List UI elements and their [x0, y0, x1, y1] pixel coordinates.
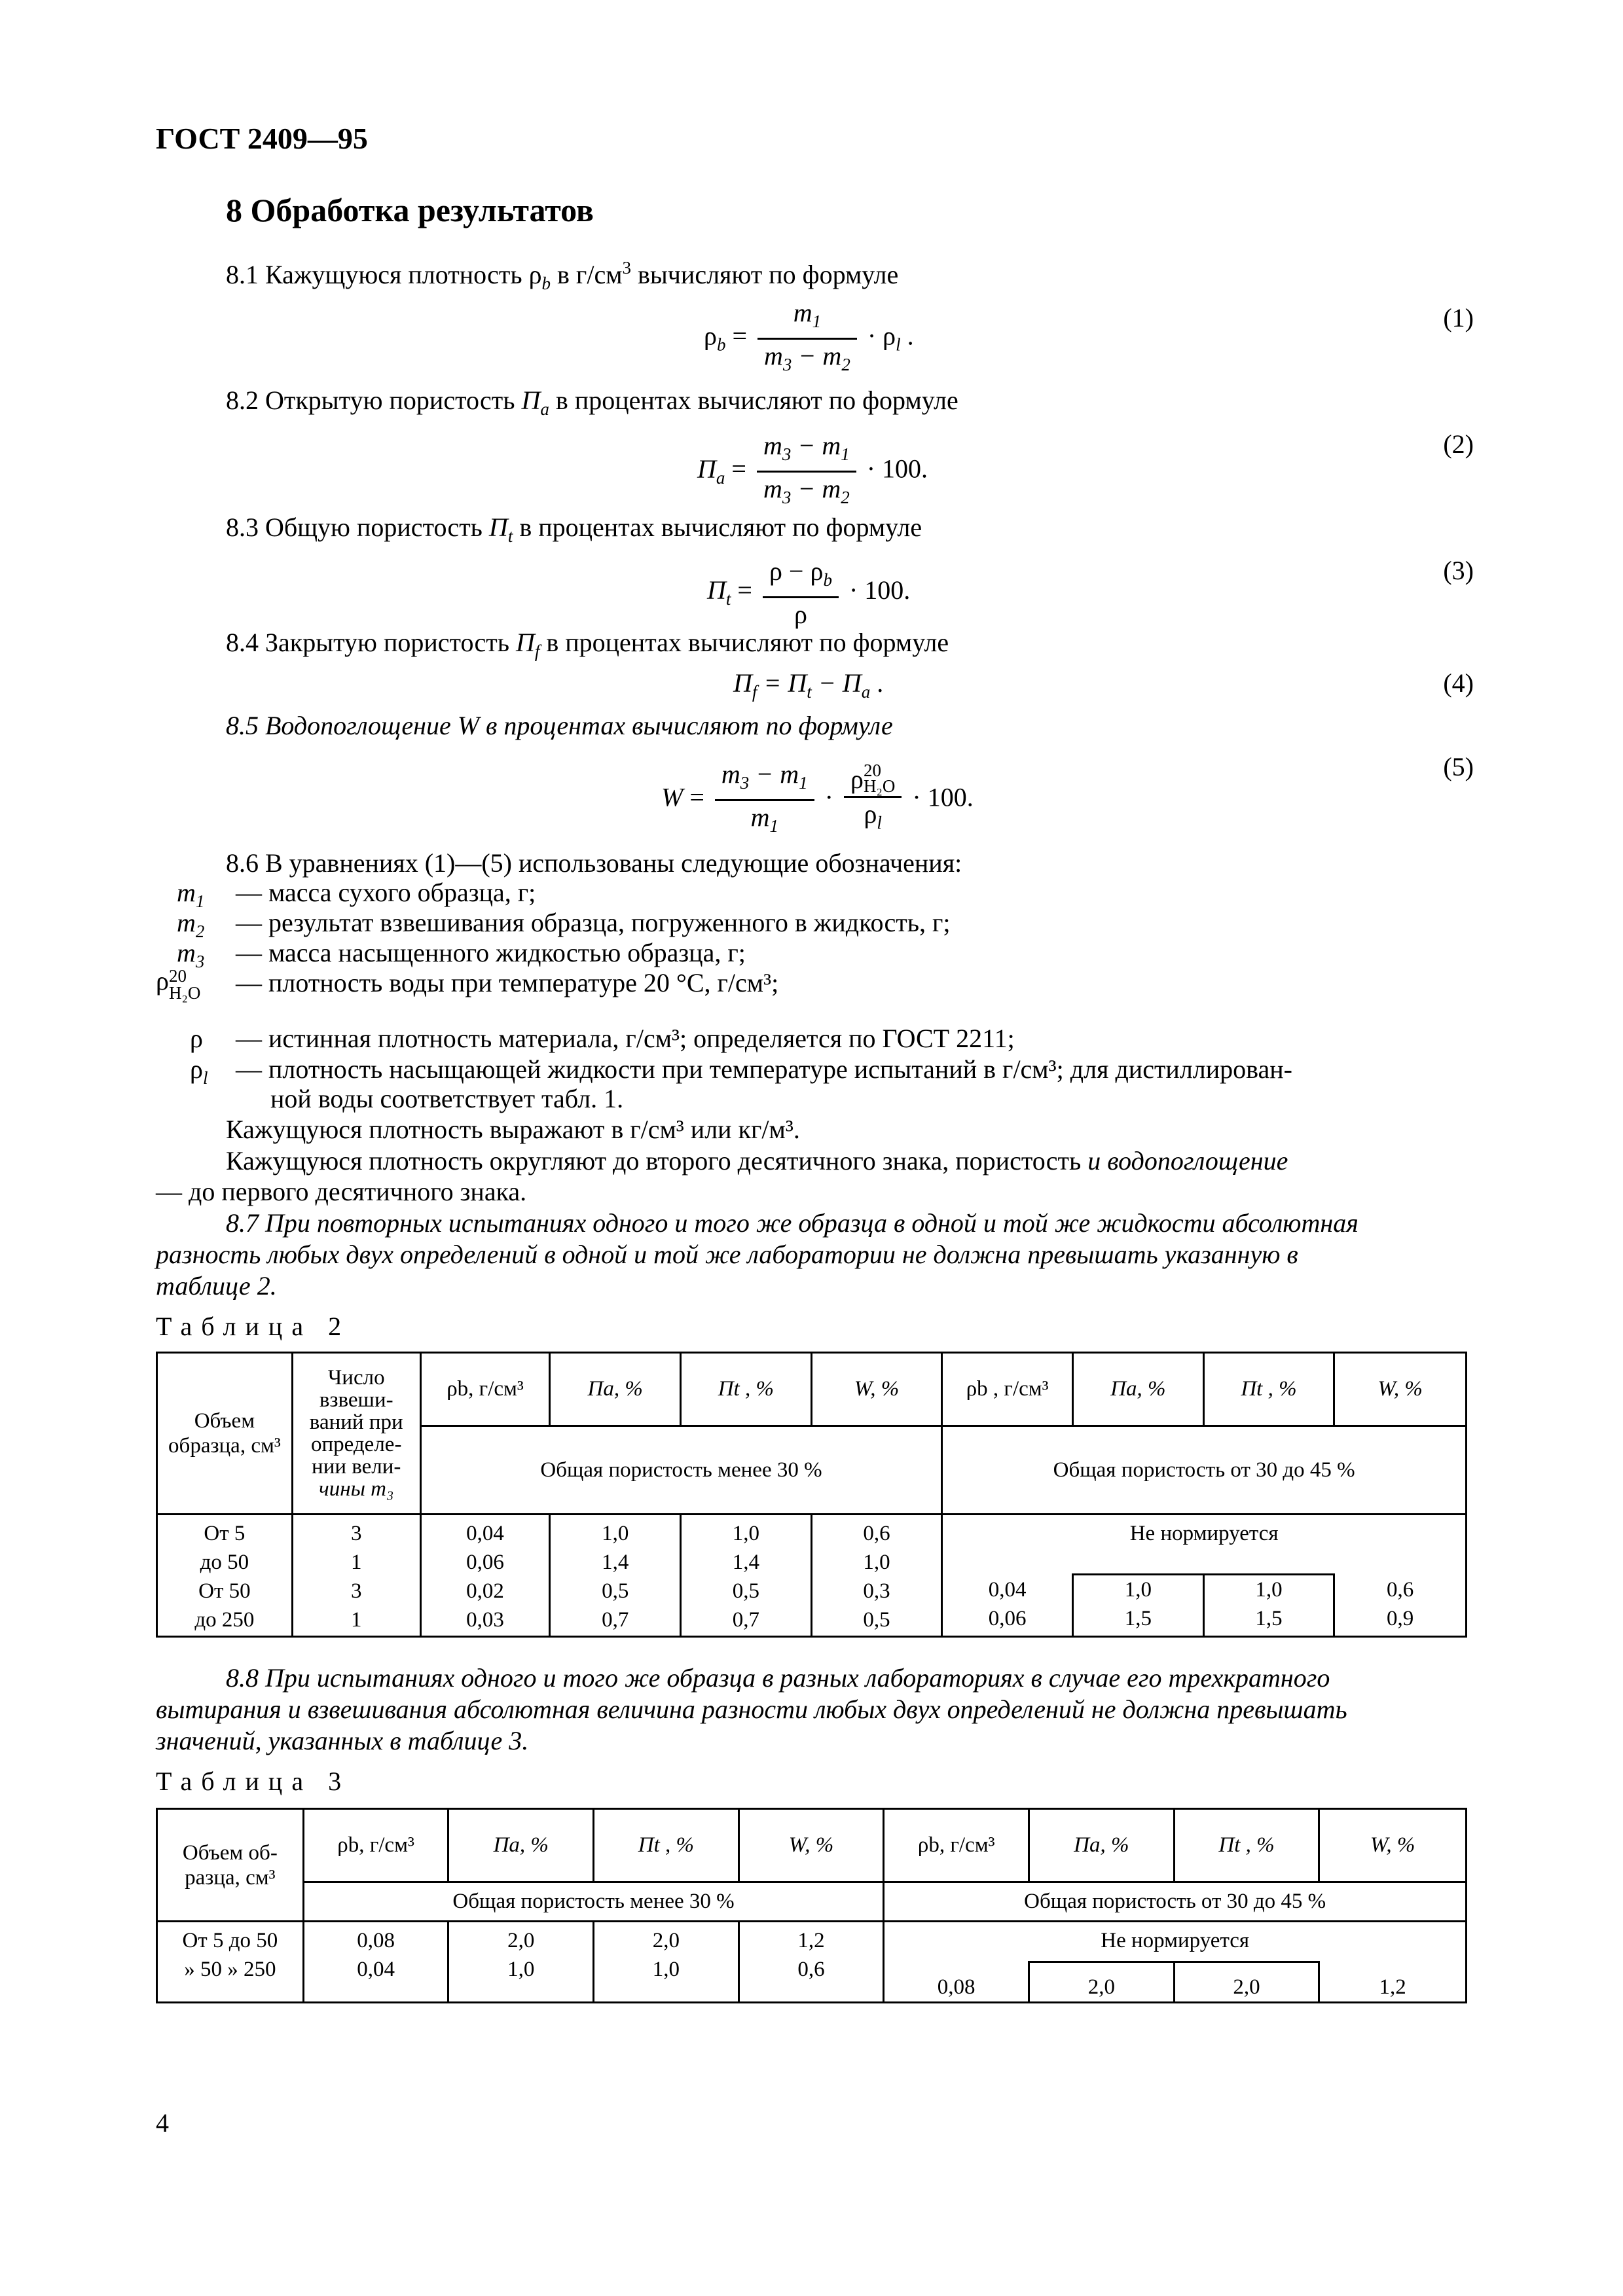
- legend-text-m1: — масса сухого образца, г;: [236, 878, 536, 907]
- t3-g2-pa: 2,0: [1029, 1962, 1175, 2003]
- g2-w-cell: 0,6 0,9: [1334, 1575, 1467, 1637]
- legend-text-rho-l-cont: ной воды соответствует табл. 1.: [270, 1084, 624, 1113]
- paragraph-8-6: 8.6 В уравнениях (1)—(5) использованы следующие обозначения:: [226, 848, 962, 878]
- legend-symbol-rho-water: ρ 20 H₂O: [156, 966, 201, 1003]
- header-rho-2: ρb , г/см³: [942, 1353, 1073, 1426]
- header-pa: Пa, %: [550, 1353, 681, 1426]
- paragraph-8-8-line2: вытирания и взвешивания абсолютная величина разности любых двух определений не должна превышать: [156, 1695, 1347, 1724]
- header-count: Число взвеши- ваний при определе- нии вели- чины m₃: [292, 1353, 420, 1515]
- equation-number-5: (5): [1443, 752, 1474, 781]
- header-pt-2: Пt , %: [1203, 1353, 1334, 1426]
- g2-rho-cell: 0,04 0,06: [942, 1575, 1073, 1637]
- formula-3: $П_t$ = $\frac{\rho - \rho_b}{\rho}$ · 100.: [707, 556, 911, 629]
- table-2: [156, 1352, 1467, 1638]
- formula-1: $\rho_b$ = $\frac{m_1}{m_3 - m_2}$ · $\rho_l$ .: [704, 298, 914, 374]
- header-rho: ρb, г/см³: [420, 1353, 550, 1426]
- t3-g2-w: 1,2: [1319, 1962, 1467, 2003]
- legend-text-rho-l: — плотность насыщающей жидкости при температуре испытаний в г/см³; для дистиллирован-: [236, 1054, 1293, 1084]
- legend-symbol-rho: ρ: [190, 1024, 203, 1053]
- t3-volume-cell: От 5 до 50 » 50 » 250: [157, 1922, 304, 2003]
- header-w-2: W, %: [1334, 1353, 1467, 1426]
- rounding-note-cont: — до первого десятичного знака.: [156, 1177, 527, 1206]
- table-2-title: Таблица 2: [156, 1312, 351, 1341]
- header-pa-2: Пa, %: [1072, 1353, 1203, 1426]
- paragraph-8-8-line3: значений, указанных в таблице 3.: [156, 1726, 529, 1755]
- t3-not-normed-label: Не нормируется: [884, 1922, 1467, 1962]
- rounding-note: Кажущуюся плотность округляют до второго десятичного знака, пористость и водопоглощение: [226, 1146, 1288, 1175]
- volume-cell: От 5 до 50 От 50 до 250: [157, 1515, 293, 1637]
- paragraph-8-7-line1: 8.7 При повторных испытаниях одного и того же образца в одной и той же жидкости абсолютная: [226, 1208, 1359, 1238]
- header-volume: Объем образца, см³: [157, 1353, 293, 1515]
- t3-group-30-45: Общая пористость от 30 до 45 %: [884, 1882, 1467, 1922]
- equation-number-4: (4): [1443, 668, 1474, 698]
- t3-header-volume: Объем об- разца, см³: [157, 1809, 304, 1922]
- legend-symbol-m2: $m_2$: [177, 908, 205, 941]
- legend-symbol-m1: $m_1$: [177, 878, 205, 911]
- t3-g2-rho: 0,08: [884, 1962, 1029, 2003]
- t3-header-rho-2: ρb, г/см³: [884, 1809, 1029, 1882]
- count-cell: 3 1 3 1: [292, 1515, 420, 1637]
- equation-number-3: (3): [1443, 556, 1474, 585]
- pa-cell: 1,0 1,4 0,5 0,7: [550, 1515, 681, 1637]
- table-3-title: Таблица 3: [156, 1767, 351, 1796]
- paragraph-8-1: 8.1 Кажущуюся плотность $\rho_b$ в $г/см^3$ вычисляют по формуле: [226, 258, 899, 293]
- page-number: 4: [156, 2108, 169, 2138]
- formula-2: $П_a$ = $\frac{m_3 - m_1}{m_3 - m_2}$ · 100.: [697, 431, 928, 507]
- t3-rho-cell: 0,08 0,04: [303, 1922, 448, 2003]
- group-30-45: Общая пористость от 30 до 45 %: [942, 1426, 1467, 1515]
- paragraph-8-5: 8.5 Водопоглощение W в процентах вычисляют по формуле: [226, 711, 893, 740]
- pt-cell: 1,0 1,4 0,5 0,7: [681, 1515, 812, 1637]
- t3-header-pt-2: Пt , %: [1174, 1809, 1319, 1882]
- document-id: ГОСТ 2409—95: [156, 122, 368, 155]
- paragraph-8-7-line2: разность любых двух определений в одной и той же лаборатории не должна превышать указанную в: [156, 1240, 1298, 1269]
- paragraph-8-4: 8.4 Закрытую пористость $П_f$ в процентах вычисляют по формуле: [226, 628, 949, 661]
- section-title: 8 Обработка результатов: [226, 192, 594, 228]
- equation-number-2: (2): [1443, 429, 1474, 459]
- units-note: Кажущуюся плотность выражают в г/см³ или кг/м³.: [226, 1115, 800, 1144]
- header-w: W, %: [811, 1353, 942, 1426]
- paragraph-8-7-line3: таблице 2.: [156, 1271, 277, 1300]
- legend-text-rho-water: — плотность воды при температуре 20 °С, г/см³;: [236, 968, 779, 997]
- paragraph-8-8-line1: 8.8 При испытаниях одного и того же образца в разных лабораториях в случае его трехкратного: [226, 1663, 1330, 1693]
- legend-symbol-m3: $m_3$: [177, 938, 205, 971]
- legend-symbol-rho-l: $\rho_l$: [190, 1054, 208, 1088]
- formula-5: W = $\frac{m_3 - m_1}{m_1}$ · ρ 20 H₂O $\rho_l$ · 100.: [661, 759, 974, 836]
- g2-pt-cell: 1,0 1,5: [1203, 1575, 1334, 1637]
- w-cell: 0,6 1,0 0,3 0,5: [811, 1515, 942, 1637]
- paragraph-8-2: 8.2 Открытую пористость $П_a$ в процентах вычисляют по формуле: [226, 386, 958, 419]
- t3-header-w: W, %: [739, 1809, 884, 1882]
- equation-number-1: (1): [1443, 303, 1474, 332]
- paragraph-8-3: 8.3 Общую пористость $П_t$ в процентах вычисляют по формуле: [226, 512, 922, 546]
- not-normed-label: Не нормируется: [942, 1515, 1467, 1575]
- t3-header-w-2: W, %: [1319, 1809, 1467, 1882]
- legend-text-m3: — масса насыщенного жидкостью образца, г;: [236, 938, 746, 967]
- t3-w-cell: 1,2 0,6: [739, 1922, 884, 2003]
- g2-pa-cell: 1,0 1,5: [1072, 1575, 1203, 1637]
- t3-g2-pt: 2,0: [1174, 1962, 1319, 2003]
- t3-pa-cell: 2,0 1,0: [448, 1922, 594, 2003]
- t3-group-under-30: Общая пористость менее 30 %: [303, 1882, 884, 1922]
- t3-header-pa: Пa, %: [448, 1809, 594, 1882]
- table-3: [156, 1808, 1467, 2003]
- formula-4: $П_f = П_t - П_a$ .: [733, 668, 884, 702]
- rho-cell: 0,04 0,06 0,02 0,03: [420, 1515, 550, 1637]
- t3-header-rho: ρb, г/см³: [303, 1809, 448, 1882]
- legend-text-rho: — истинная плотность материала, г/см³; определяется по ГОСТ 2211;: [236, 1024, 1015, 1053]
- header-pt: Пt , %: [681, 1353, 812, 1426]
- t3-header-pt: Пt , %: [594, 1809, 739, 1882]
- t3-header-pa-2: Пa, %: [1029, 1809, 1175, 1882]
- group-under-30: Общая пористость менее 30 %: [420, 1426, 942, 1515]
- legend-text-m2: — результат взвешивания образца, погруженного в жидкость, г;: [236, 908, 951, 937]
- t3-pt-cell: 2,0 1,0: [594, 1922, 739, 2003]
